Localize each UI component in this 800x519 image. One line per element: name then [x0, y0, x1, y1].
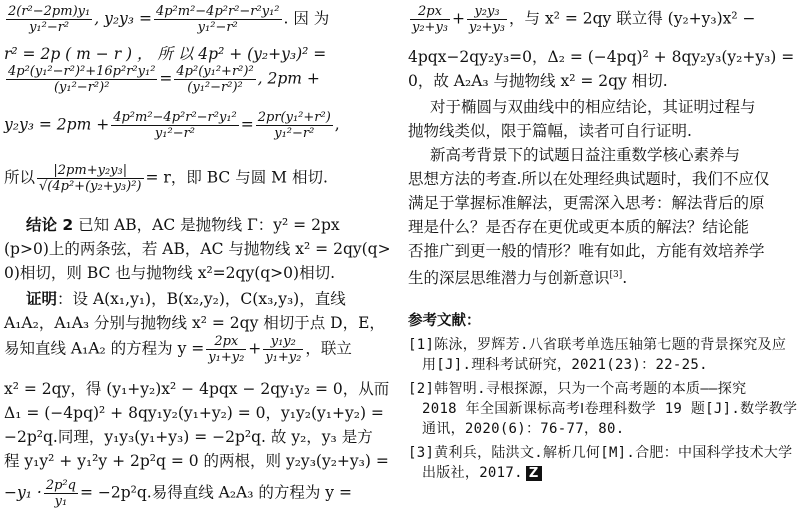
fraction: [111, 110, 239, 141]
references-heading: 参考文献：: [408, 313, 481, 329]
text: −y₁ ·: [4, 483, 42, 502]
numerator: 2p²q: [45, 478, 76, 493]
fraction: [6, 4, 92, 35]
formula-line: [4, 163, 328, 194]
paragraph-line: 理是什么？是否存在更优或更本质的解法？结论能: [408, 218, 750, 236]
denominator: y₁²−r²: [29, 20, 70, 35]
denominator: y₁: [54, 494, 68, 509]
numerator: 4p²m²−4p²r²−r²y₁²: [155, 4, 280, 19]
formula-line: [4, 334, 352, 365]
conclusion-title: 结论 2: [26, 216, 74, 234]
reference-entry: 2018 年全国新课标高考Ⅰ卷理科数学 19 题[J].数学教学: [422, 401, 798, 417]
denominator: √(4p²+(y₂+y₃)²): [39, 179, 142, 194]
text: = r，即 BC 与圆 M 相切.: [145, 168, 328, 187]
paragraph-line: 思想方法的考查.所以在处理经典试题时，我们不应仅: [408, 170, 770, 188]
fraction: [467, 4, 507, 35]
numerator: 2pr(y₁²+r²): [257, 110, 331, 125]
fraction: [174, 64, 255, 95]
denominator: y₁²−r²: [154, 126, 196, 141]
denominator: y₂+y₃: [469, 20, 506, 35]
fraction: [154, 4, 282, 35]
paragraph-line: 对于椭圆与双曲线中的相应结论，其证明过程与: [430, 98, 756, 116]
text: , y₂y₃ =: [94, 9, 152, 28]
text-line: x² = 2qy，得 (y₁+y₂)x² − 4pqx − 2qy₁y₂ = 0，从而: [4, 380, 390, 398]
text-line: r² = 2p ( m − r ) ， 所 以 4p² + (y₂+y₃)² =: [4, 45, 327, 63]
numerator: 2px: [206, 334, 246, 350]
formula-line: [4, 478, 352, 509]
end-mark: Z: [526, 466, 542, 481]
fraction: [410, 4, 450, 35]
text-line: 程 y₁y² + y₁²y + 2p²q = 0 的两根，则 y₂y₃(y₂+y₃) =: [4, 452, 389, 470]
denominator: y₁²−r²: [274, 126, 315, 141]
fraction: [6, 64, 157, 95]
fraction: [44, 478, 78, 509]
citation: [3]: [609, 270, 623, 280]
conclusion-line: [26, 216, 340, 234]
formula-line: [4, 4, 329, 35]
text-line: Δ₁ = (−4pq)² + 8qy₁y₂(y₁+y₂) = 0，y₁y₂(y₁+y₂) =: [4, 404, 384, 422]
text: 已知 AB，AC 是抛物线 Γ：y² = 2px: [73, 216, 340, 234]
numerator: 4p²m²−4p²r²−r²y₁²: [113, 110, 237, 125]
text: .: [622, 269, 628, 288]
fraction: [256, 110, 333, 141]
text: ：设 A(x₁,y₁)，B(x₂,y₂)，C(x₃,y₃)，直线: [57, 290, 346, 308]
fraction: [263, 334, 303, 365]
fraction: [206, 334, 246, 365]
numerator: 4p²(y₁²−r²)²+16p²r²y₁²: [8, 64, 156, 79]
text: 所以: [4, 168, 36, 187]
numerator: 4p²(y₁²+r²)²: [176, 64, 254, 79]
text: y₂y₃ = 2pm +: [4, 115, 110, 134]
reference-entry: [3]黄利兵，陆洪文.解析几何[M].合肥：中国科学技术大学: [408, 445, 793, 461]
text: . 因 为: [283, 9, 330, 28]
text-line: 4pqx−2qy₂y₃=0，Δ₂ = (−4pq)² + 8qy₂y₃(y₂+y₃) =: [408, 48, 795, 66]
reference-entry: [422, 464, 542, 482]
formula-line: [408, 4, 756, 35]
text: , 2pm +: [257, 69, 320, 88]
numerator: |2pm+y₂y₃|: [37, 163, 143, 179]
reference-entry: [2]韩智明.寻根探源，只为一个高考题的本质——探究: [408, 381, 747, 397]
text-line: 0，故 A₂A₃ 与抛物线 x² = 2qy 相切.: [408, 72, 668, 90]
text: 生的深层思维潜力与创新意识: [408, 269, 610, 288]
denominator: (y₁²−r²)²: [187, 80, 243, 95]
reference-entry: 通讯，2020(6)：76-77，80.: [422, 421, 625, 437]
reference-entry: 用[J].理科考试研究，2021(23)：22-25.: [422, 357, 708, 373]
denominator: y₁+y₂: [265, 350, 302, 365]
text: = −2p²q.易得直线 A₂A₃ 的方程为 y =: [79, 483, 352, 502]
proof-line: [26, 290, 346, 308]
paragraph-line: 抛物线类似，限于篇幅，读者可自行证明.: [408, 122, 692, 140]
paragraph-line: 新高考背景下的试题日益注重数学核心素养与: [430, 146, 741, 164]
numerator: y₂y₃: [467, 4, 507, 20]
text-line: (p>0)上的两条弦，若 AB，AC 与抛物线 x² = 2qy(q>: [4, 240, 391, 258]
text: ，联立: [305, 339, 352, 358]
text: =: [159, 69, 173, 88]
text: +: [452, 9, 466, 28]
paragraph-line: [408, 266, 627, 287]
paragraph-line: 满足于掌握标准解法，更需深入思考：解法背后的原: [408, 194, 765, 212]
fraction: [37, 163, 143, 194]
numerator: 2(r²−2pm)y₁: [8, 4, 91, 19]
text: +: [248, 339, 262, 358]
text: ,: [334, 115, 340, 134]
numerator: y₁y₂: [263, 334, 303, 350]
proof-title: 证明: [26, 290, 58, 308]
numerator: 2px: [410, 4, 450, 20]
denominator: y₁²−r²: [197, 20, 238, 35]
text-line: 0)相切，则 BC 也与抛物线 x²=2qy(q>0)相切.: [4, 264, 336, 282]
text-line: −2p²q.同理，y₁y₃(y₁+y₃) = −2p²q. 故 y₂，y₃ 是方: [4, 428, 373, 446]
text: ，与 x² = 2qy 联立得 (y₂+y₃)x² −: [509, 9, 756, 28]
text-line: A₁A₂，A₁A₃ 分别与抛物线 x² = 2qy 相切于点 D，E，: [4, 314, 385, 332]
formula-line: [4, 110, 340, 141]
paragraph-line: 否推广到更一般的情形？唯有如此，方能有效培养学: [408, 242, 765, 260]
text: 出版社，2017.: [422, 465, 523, 481]
denominator: y₂+y₃: [412, 20, 449, 35]
text: =: [240, 115, 254, 134]
denominator: (y₁²−r²)²: [53, 80, 110, 95]
formula-line: [4, 64, 320, 95]
denominator: y₁+y₂: [208, 350, 245, 365]
text: 易知直线 A₁A₂ 的方程为 y =: [4, 339, 205, 358]
reference-entry: [1]陈泳，罗辉芳.八省联考单选压轴第七题的背景探究及应: [408, 337, 787, 353]
